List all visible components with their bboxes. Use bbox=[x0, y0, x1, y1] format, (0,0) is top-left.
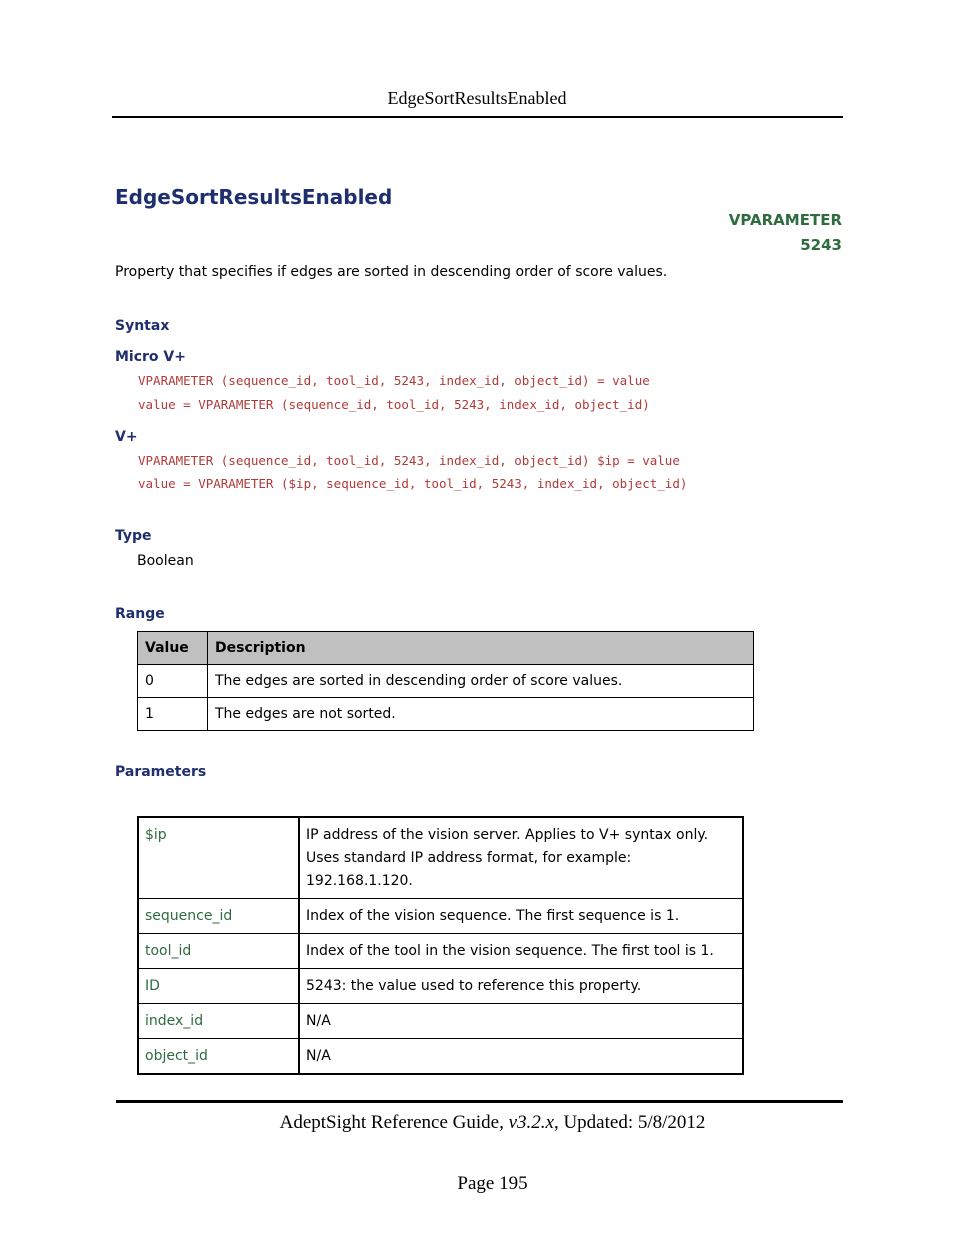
range-col-value: Value bbox=[138, 632, 208, 665]
parameter-description-cell: Index of the vision sequence. The first sequence is 1. bbox=[299, 899, 743, 934]
range-value-cell: 0 bbox=[138, 665, 208, 698]
range-col-description: Description bbox=[208, 632, 754, 665]
range-value-cell: 1 bbox=[138, 698, 208, 731]
v-plus-code-line: value = VPARAMETER ($ip, sequence_id, tool_id, 5243, index_id, object_id) bbox=[138, 476, 688, 491]
page-title: EdgeSortResultsEnabled bbox=[115, 185, 393, 209]
parameter-name-cell: sequence_id bbox=[138, 899, 299, 934]
parameter-name-cell: $ip bbox=[138, 817, 299, 899]
property-description: Property that specifies if edges are sorted in descending order of score values. bbox=[115, 264, 668, 280]
parameter-description-cell: N/A bbox=[299, 1039, 743, 1075]
running-header: EdgeSortResultsEnabled bbox=[387, 88, 567, 108]
footer-guide-title: AdeptSight Reference Guide bbox=[279, 1112, 500, 1133]
vparameter-block bbox=[729, 208, 842, 258]
parameter-name-cell: index_id bbox=[138, 1004, 299, 1039]
v-plus-heading: V+ bbox=[115, 429, 138, 445]
vparameter-number: 5243 bbox=[800, 236, 842, 254]
header-rule bbox=[112, 116, 843, 118]
type-heading: Type bbox=[115, 528, 152, 544]
table-row bbox=[138, 934, 743, 969]
footer-version: , v3.2.x bbox=[499, 1112, 554, 1133]
range-description-cell: The edges are sorted in descending order of score values. bbox=[208, 665, 754, 698]
micro-v-code-line: VPARAMETER (sequence_id, tool_id, 5243, index_id, object_id) = value bbox=[138, 373, 650, 388]
footer-updated: , Updated: 5/8/2012 bbox=[553, 1112, 706, 1133]
v-plus-code-line: VPARAMETER (sequence_id, tool_id, 5243, index_id, object_id) $ip = value bbox=[138, 453, 680, 468]
parameter-name-cell: tool_id bbox=[138, 934, 299, 969]
table-row bbox=[138, 1039, 743, 1075]
range-header-row bbox=[138, 632, 754, 665]
footer-rule bbox=[116, 1100, 843, 1103]
footer-guide-line bbox=[115, 1112, 870, 1134]
parameter-description-cell: 5243: the value used to reference this property. bbox=[299, 969, 743, 1004]
table-row bbox=[138, 665, 754, 698]
parameter-name-cell: ID bbox=[138, 969, 299, 1004]
table-row bbox=[138, 899, 743, 934]
range-table bbox=[137, 631, 754, 731]
parameters-heading: Parameters bbox=[115, 764, 207, 780]
type-value: Boolean bbox=[137, 553, 194, 569]
parameters-table bbox=[137, 816, 744, 1075]
table-row bbox=[138, 1004, 743, 1039]
range-heading: Range bbox=[115, 606, 165, 622]
parameter-description-cell: N/A bbox=[299, 1004, 743, 1039]
range-description-cell: The edges are not sorted. bbox=[208, 698, 754, 731]
table-row bbox=[138, 817, 743, 899]
micro-v-code-line: value = VPARAMETER (sequence_id, tool_id, 5243, index_id, object_id) bbox=[138, 397, 650, 412]
micro-v-heading: Micro V+ bbox=[115, 349, 186, 365]
parameter-description-cell: IP address of the vision server. Applies to V+ syntax only. Uses standard IP address format, for example: 192.168.1.120. bbox=[299, 817, 743, 899]
table-row bbox=[138, 698, 754, 731]
parameter-description-cell: Index of the tool in the vision sequence. The first tool is 1. bbox=[299, 934, 743, 969]
table-row bbox=[138, 969, 743, 1004]
vparameter-label: VPARAMETER bbox=[728, 211, 842, 229]
page-number: Page 195 bbox=[457, 1173, 528, 1194]
syntax-heading: Syntax bbox=[115, 318, 170, 334]
parameter-name-cell: object_id bbox=[138, 1039, 299, 1075]
